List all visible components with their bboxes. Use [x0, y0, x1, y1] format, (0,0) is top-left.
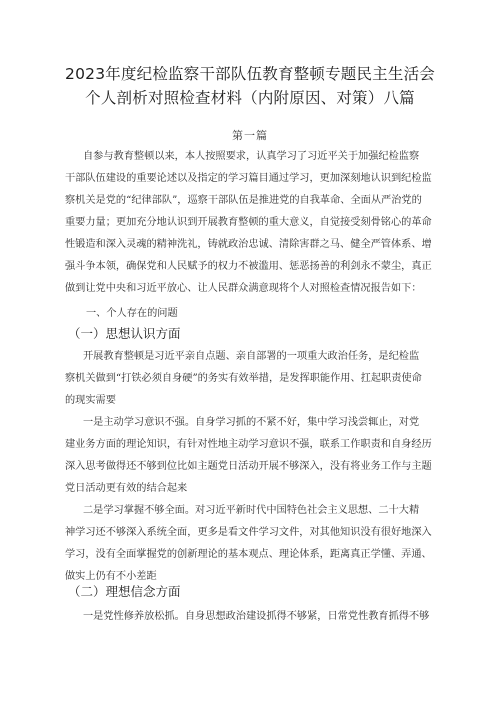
- paragraph-line: 重要力量；更加充分地认识到开展教育整顿的重大意义，自觉接受刻骨铭心的革命: [65, 217, 432, 228]
- paragraph-line: 党日活动更有效的结合起来: [65, 483, 188, 494]
- paragraph-line: 性锻造和深入灵魂的精神洗礼，铸就政治忠诚、清除害群之马、健全严管体系、增: [65, 239, 432, 250]
- paragraph-line: 一是党性修养放松抓。自身思想政治建设抓得不够紧，日常党性教育抓得不够: [83, 611, 430, 622]
- paragraph-line: 深入思考做得还不够到位比如主题党日活动开展不够深入，没有将业务工作与主题: [65, 461, 432, 472]
- document-title-line-1: 2023年度纪检监察干部队伍教育整顿专题民主生活会: [65, 65, 435, 83]
- subsection-heading: （二）理想信念方面: [68, 584, 181, 599]
- paragraph-line: 做实上仍有不小差距: [65, 571, 157, 582]
- paragraph-line: 的现实需要: [65, 395, 116, 406]
- paragraph-line: 学习，没有全面掌握党的创新理论的基本观点、理论体系，距离真正学懂、弄通、: [65, 549, 432, 560]
- paragraph-line: 察机关做到“打铁必须自身硬”的务实有效举措，是发挥职能作用、扛起职责使命: [65, 373, 422, 384]
- paragraph-line: 察机关是党的“纪律部队”，巡察干部队伍是推进党的自我革命、全面从严治党的: [65, 195, 422, 206]
- paragraph-line: 做到让党中央和习近平放心、让人民群众满意现将个人对照检查情况报告如下：: [65, 283, 422, 294]
- document-title-line-2: 个人剖析对照检查材料（内附原因、对策）八篇: [85, 89, 415, 107]
- paragraph-line: 一是主动学习意识不强。自身学习抓的不紧不好，集中学习浅尝辄止，对党: [83, 417, 420, 428]
- paragraph-line: 建业务方面的理论知识，有针对性地主动学习意识不强，联系工作职责和自身经历: [65, 439, 432, 450]
- subsection-heading: （一）思想认识方面: [68, 326, 181, 341]
- paragraph-line: 干部队伍建设的重要论述以及指定的学习篇目通过学习，更加深刻地认识到纪检监: [65, 173, 432, 184]
- paragraph-line: 开展教育整顿是习近平亲自点题、亲自部署的一项重大政治任务，是纪检监: [83, 351, 420, 362]
- paragraph-line: 自参与教育整顿以来，本人按照要求，认真学习了习近平关于加强纪检监察: [83, 151, 420, 162]
- chapter-label: 第一篇: [232, 129, 268, 142]
- section-heading: 一、个人存在的问题: [86, 308, 178, 319]
- paragraph-line: 神学习还不够深入系统全面，更多是看文件学习文件，对其他知识没有很好地深入: [65, 527, 432, 538]
- paragraph-line: 二是学习掌握不够全面。对习近平新时代中国特色社会主义思想、二十大精: [83, 505, 420, 516]
- paragraph-line: 强斗争本领，确保党和人民赋予的权力不被滥用、惩恶扬善的利剑永不蒙尘，真正: [65, 261, 432, 272]
